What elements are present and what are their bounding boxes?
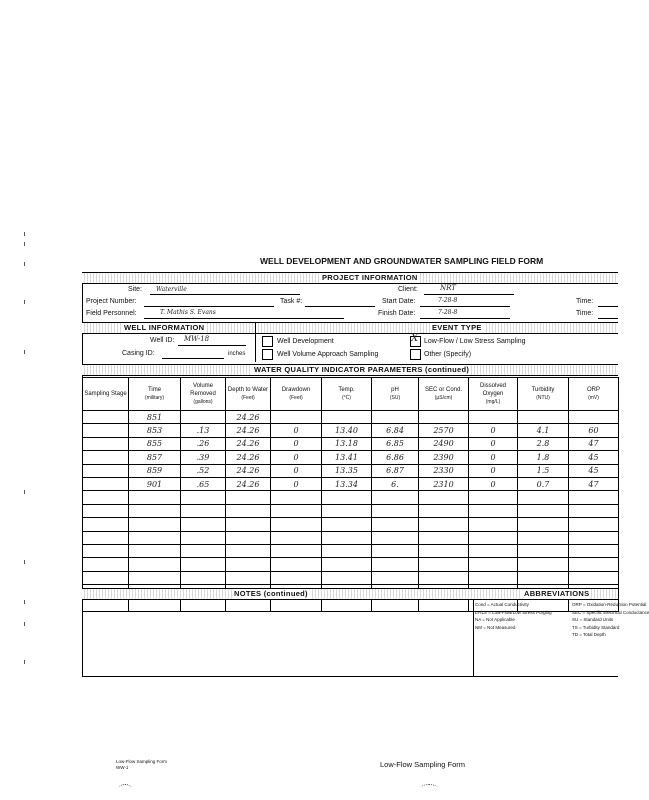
table-cell[interactable]: 0.7 [518, 477, 569, 490]
table-cell[interactable]: .26 [181, 437, 226, 450]
footer-left-1: Low-Flow Sampling Form [116, 759, 168, 764]
table-cell[interactable] [518, 518, 569, 531]
well-id-value: MW-18 [184, 335, 210, 343]
table-cell[interactable]: 859 [129, 464, 181, 477]
notes-area[interactable] [83, 599, 474, 677]
section-divider [255, 322, 256, 362]
table-cell[interactable]: 0 [469, 464, 518, 477]
project-info-bar [82, 272, 618, 284]
column-header [469, 378, 518, 411]
table-cell[interactable]: 24.26 [226, 411, 271, 424]
column-header [83, 378, 129, 411]
table-cell[interactable] [322, 411, 372, 424]
table-cell[interactable] [469, 411, 518, 424]
table-cell[interactable] [129, 504, 181, 517]
column-header-name: Temp. [338, 387, 355, 393]
casing-units: inches [228, 351, 246, 357]
abbr-orp: ORP = Oxidation-Reduction Potential [572, 602, 647, 607]
table-cell[interactable] [569, 518, 619, 531]
table-row [83, 424, 619, 437]
table-cell[interactable] [129, 531, 181, 544]
table-cell[interactable] [271, 411, 322, 424]
table-cell[interactable] [419, 411, 469, 424]
footer-left-2: WW-1 [116, 765, 129, 770]
table-cell[interactable]: 6.87 [372, 464, 419, 477]
table-cell[interactable]: 0 [271, 464, 322, 477]
table-cell[interactable] [181, 518, 226, 531]
low-flow-option: Low-Flow / Low Stress Sampling [424, 338, 526, 345]
time-label-1: Time: [576, 298, 594, 305]
table-cell[interactable] [181, 411, 226, 424]
table-cell[interactable] [181, 531, 226, 544]
project-number-label: Project Number: [86, 298, 137, 305]
form-title: WELL DEVELOPMENT AND GROUNDWATER SAMPLING FIELD FORM [260, 256, 544, 266]
table-cell[interactable]: 0 [469, 477, 518, 490]
table-cell[interactable]: 24.26 [226, 424, 271, 437]
table-cell[interactable]: 851 [129, 411, 181, 424]
notes-header: NOTES (continued) [234, 589, 308, 598]
table-cell[interactable] [419, 504, 469, 517]
table-cell[interactable] [569, 558, 619, 571]
table-cell[interactable] [226, 571, 271, 584]
site-value: Waterville [156, 286, 187, 293]
table-cell[interactable]: 24.26 [226, 437, 271, 450]
column-header-name: SEC or Cond. [424, 387, 463, 393]
column-header [322, 378, 372, 411]
table-row [83, 464, 619, 477]
abbr-nm: NM = Not Measured [475, 624, 516, 630]
table-cell[interactable] [271, 491, 322, 504]
table-cell[interactable] [181, 571, 226, 584]
table-cell[interactable] [226, 518, 271, 531]
table-cell[interactable] [569, 544, 619, 557]
water-quality-table [82, 377, 647, 612]
table-cell[interactable]: 2570 [419, 424, 469, 437]
table-cell[interactable] [83, 571, 129, 584]
table-cell[interactable] [226, 491, 271, 504]
abbreviations-left [475, 601, 552, 631]
table-cell[interactable]: 0 [271, 437, 322, 450]
table-cell[interactable]: 13.40 [322, 424, 372, 437]
column-header-name: Sampling Stage [84, 391, 127, 397]
start-time-field[interactable] [598, 297, 618, 307]
table-cell[interactable] [226, 504, 271, 517]
casing-id-label: Casing ID: [122, 350, 155, 357]
well-development-checkbox[interactable] [262, 336, 273, 347]
column-header [181, 378, 226, 411]
table-cell[interactable] [226, 558, 271, 571]
column-header-name: Dissolved Oxygen [479, 383, 506, 397]
table-cell[interactable]: 47 [569, 477, 619, 490]
table-cell[interactable] [518, 571, 569, 584]
table-cell[interactable] [569, 531, 619, 544]
table-cell[interactable] [271, 544, 322, 557]
footer-center: Low-Flow Sampling Form [380, 760, 466, 769]
table-cell[interactable] [322, 504, 372, 517]
table-cell[interactable] [469, 518, 518, 531]
table-cell[interactable] [83, 464, 129, 477]
table-cell[interactable] [322, 518, 372, 531]
client-field[interactable] [424, 285, 514, 295]
table-cell[interactable]: 6. [372, 477, 419, 490]
table-cell[interactable] [129, 544, 181, 557]
table-cell[interactable] [181, 544, 226, 557]
table-row [83, 518, 619, 531]
table-cell[interactable]: 2330 [419, 464, 469, 477]
well-volume-option: Well Volume Approach Sampling [277, 351, 379, 358]
water-quality-header: WATER QUALITY INDICATOR PARAMETERS (continued) [254, 365, 470, 374]
table-cell[interactable]: 853 [129, 424, 181, 437]
table-row [83, 571, 619, 584]
table-cell[interactable]: 6.86 [372, 451, 419, 464]
table-cell[interactable] [372, 504, 419, 517]
abbr-su: SU = Standard Units [572, 617, 614, 622]
table-cell[interactable]: .39 [181, 451, 226, 464]
table-row [83, 451, 619, 464]
project-number-field[interactable] [144, 297, 274, 307]
finish-date-field[interactable] [420, 309, 510, 319]
table-cell[interactable]: 0 [469, 424, 518, 437]
table-cell[interactable] [469, 491, 518, 504]
table-cell[interactable] [469, 544, 518, 557]
client-label: Client: [398, 286, 418, 293]
table-cell[interactable] [83, 424, 129, 437]
column-header [372, 378, 419, 411]
table-cell[interactable] [83, 504, 129, 517]
table-cell[interactable] [419, 491, 469, 504]
table-cell[interactable]: 0 [271, 451, 322, 464]
table-cell[interactable] [518, 531, 569, 544]
well-id-label: Well ID: [150, 337, 175, 344]
table-cell[interactable]: 1.5 [518, 464, 569, 477]
table-cell[interactable] [271, 571, 322, 584]
table-cell[interactable] [271, 558, 322, 571]
table-cell[interactable] [419, 571, 469, 584]
table-cell[interactable] [226, 531, 271, 544]
task-label: Task #: [280, 298, 303, 305]
table-cell[interactable] [518, 558, 569, 571]
abbr-cond: Cond = Actual Conductivity [475, 602, 529, 607]
column-header [419, 378, 469, 411]
table-cell[interactable] [271, 518, 322, 531]
table-cell[interactable] [83, 531, 129, 544]
abbr-td: TD = Total Depth [572, 632, 606, 637]
table-header-row [83, 378, 619, 411]
table-cell[interactable] [518, 544, 569, 557]
table-cell[interactable]: 0 [271, 424, 322, 437]
column-header [569, 378, 619, 411]
table-cell[interactable]: 24.26 [226, 451, 271, 464]
table-cell[interactable] [372, 558, 419, 571]
casing-id-field[interactable] [162, 349, 224, 359]
table-cell[interactable]: 857 [129, 451, 181, 464]
table-cell[interactable] [322, 491, 372, 504]
table-cell[interactable]: 45 [569, 464, 619, 477]
table-cell[interactable]: 47 [569, 437, 619, 450]
table-cell[interactable]: 60 [569, 424, 619, 437]
column-header-name: Time [147, 387, 162, 393]
table-cell[interactable] [469, 531, 518, 544]
event-type-header: EVENT TYPE [432, 323, 482, 332]
abbreviations-right [572, 601, 649, 639]
table-cell[interactable] [419, 544, 469, 557]
table-cell[interactable] [569, 491, 619, 504]
table-cell[interactable] [83, 544, 129, 557]
column-header-unit: (SU) [389, 395, 401, 401]
table-cell[interactable]: 0 [469, 451, 518, 464]
time-label-2: Time: [576, 310, 594, 317]
table-cell[interactable]: 855 [129, 437, 181, 450]
field-personnel-value: T. Mathis S. Evans [160, 309, 216, 316]
table-cell[interactable] [569, 411, 619, 424]
table-cell[interactable] [322, 544, 372, 557]
table-cell[interactable]: 13.35 [322, 464, 372, 477]
table-cell[interactable] [372, 518, 419, 531]
table-cell[interactable] [372, 531, 419, 544]
table-cell[interactable] [271, 531, 322, 544]
table-cell[interactable] [322, 571, 372, 584]
abbreviations-bottom-rule [474, 676, 618, 677]
table-cell[interactable] [518, 491, 569, 504]
table-cell[interactable] [226, 544, 271, 557]
column-header-unit: (µS/cm) [434, 395, 453, 401]
table-cell[interactable] [83, 491, 129, 504]
project-info-header: PROJECT INFORMATION [322, 273, 418, 282]
column-header [226, 378, 271, 411]
column-header-unit: (NTU) [536, 395, 550, 401]
well-info-header: WELL INFORMATION [124, 323, 205, 332]
finish-time-field[interactable] [598, 309, 618, 319]
finish-date-value: 7-28-8 [438, 309, 458, 316]
table-row [83, 531, 619, 544]
column-header-name: Volume Removed [190, 383, 216, 397]
table-cell[interactable]: 24.26 [226, 477, 271, 490]
table-cell[interactable]: 6.85 [372, 437, 419, 450]
table-cell[interactable] [372, 491, 419, 504]
abbr-na: NA = Not Applicable [475, 617, 515, 622]
table-cell[interactable]: 6.84 [372, 424, 419, 437]
table-cell[interactable] [129, 491, 181, 504]
table-cell[interactable]: 2490 [419, 437, 469, 450]
column-header-unit: (gallons) [193, 399, 213, 405]
table-cell[interactable]: 901 [129, 477, 181, 490]
column-header-name: pH [391, 387, 399, 393]
column-header-name: Turbidity [531, 387, 555, 393]
column-header [518, 378, 569, 411]
table-cell[interactable]: 0 [271, 477, 322, 490]
table-cell[interactable] [469, 558, 518, 571]
table-row [83, 411, 619, 424]
well-development-option: Well Development [277, 338, 334, 345]
task-field[interactable] [305, 297, 375, 307]
table-cell[interactable]: 2.8 [518, 437, 569, 450]
table-cell[interactable] [469, 504, 518, 517]
client-value: NRT [440, 284, 456, 292]
table-cell[interactable] [181, 491, 226, 504]
column-header-unit: (military) [144, 395, 165, 401]
field-personnel-label: Field Personnel: [86, 310, 137, 317]
table-cell[interactable] [129, 571, 181, 584]
table-cell[interactable] [83, 411, 129, 424]
table-cell[interactable]: 24.26 [226, 464, 271, 477]
table-cell[interactable]: 45 [569, 451, 619, 464]
column-header-unit: (mg/L) [485, 399, 501, 405]
abbr-sec: SEC = Specific Electrical Conductance [572, 609, 649, 615]
site-label: Site: [128, 286, 143, 293]
table-cell[interactable] [419, 531, 469, 544]
column-header-name: Drawdown [281, 387, 311, 393]
table-cell[interactable]: 13.41 [322, 451, 372, 464]
column-header-unit: (mV) [588, 395, 599, 401]
table-row [83, 477, 619, 490]
start-date-value: 7-28-8 [438, 297, 458, 304]
table-row [83, 491, 619, 504]
table-cell[interactable] [129, 518, 181, 531]
table-cell[interactable]: 1.8 [518, 451, 569, 464]
other-option: Other (Specify) [424, 351, 472, 358]
table-cell[interactable] [181, 558, 226, 571]
abbr-lfls: LF/LS = Low-Flow/Low Stress Purging [475, 609, 552, 615]
column-header-unit: (Feet) [289, 395, 303, 401]
table-cell[interactable]: 0 [469, 437, 518, 450]
abbreviations-header: ABBREVIATIONS [524, 589, 590, 598]
table-cell[interactable]: 13.18 [322, 437, 372, 450]
table-cell[interactable] [271, 504, 322, 517]
table-row [83, 504, 619, 517]
well-volume-checkbox[interactable] [262, 349, 273, 360]
table-cell[interactable] [83, 451, 129, 464]
table-cell[interactable] [372, 411, 419, 424]
table-cell[interactable] [469, 571, 518, 584]
start-date-label: Start Date: [382, 298, 416, 305]
table-cell[interactable]: 13.34 [322, 477, 372, 490]
table-cell[interactable]: 2390 [419, 451, 469, 464]
punch-hole-mark-left [118, 784, 132, 793]
table-cell[interactable] [518, 504, 569, 517]
table-cell[interactable] [322, 531, 372, 544]
table-cell[interactable]: .13 [181, 424, 226, 437]
low-flow-check-mark: X [411, 333, 419, 344]
table-cell[interactable] [372, 544, 419, 557]
table-cell[interactable] [83, 477, 129, 490]
column-header-name: Depth to Water [227, 387, 269, 393]
table-cell[interactable] [83, 518, 129, 531]
table-cell[interactable] [372, 571, 419, 584]
table-cell[interactable] [181, 504, 226, 517]
table-cell[interactable]: 4.1 [518, 424, 569, 437]
table-cell[interactable] [83, 437, 129, 450]
column-header-unit: (°C) [342, 395, 351, 401]
column-header [271, 378, 322, 411]
table-row [83, 558, 619, 571]
other-checkbox[interactable] [410, 349, 421, 360]
column-header-name: ORP [586, 387, 600, 393]
column-header [129, 378, 181, 411]
table-cell[interactable] [419, 518, 469, 531]
start-date-field[interactable] [420, 297, 510, 307]
abbr-ts: TS = Turbidity Standard [572, 624, 620, 630]
table-cell[interactable] [129, 558, 181, 571]
table-cell[interactable]: .65 [181, 477, 226, 490]
table-cell[interactable] [569, 504, 619, 517]
table-cell[interactable] [569, 571, 619, 584]
column-header-unit: (Feet) [241, 395, 255, 401]
well-event-bar [82, 322, 618, 334]
table-cell[interactable] [518, 411, 569, 424]
table-row [83, 544, 619, 557]
punch-hole-mark-right [420, 784, 438, 793]
table-cell[interactable] [419, 558, 469, 571]
table-cell[interactable] [322, 558, 372, 571]
table-row [83, 437, 619, 450]
table-cell[interactable]: 2310 [419, 477, 469, 490]
water-quality-bar [82, 364, 618, 376]
table-cell[interactable]: .52 [181, 464, 226, 477]
table-cell[interactable] [83, 558, 129, 571]
finish-date-label: Finish Date: [378, 310, 416, 317]
